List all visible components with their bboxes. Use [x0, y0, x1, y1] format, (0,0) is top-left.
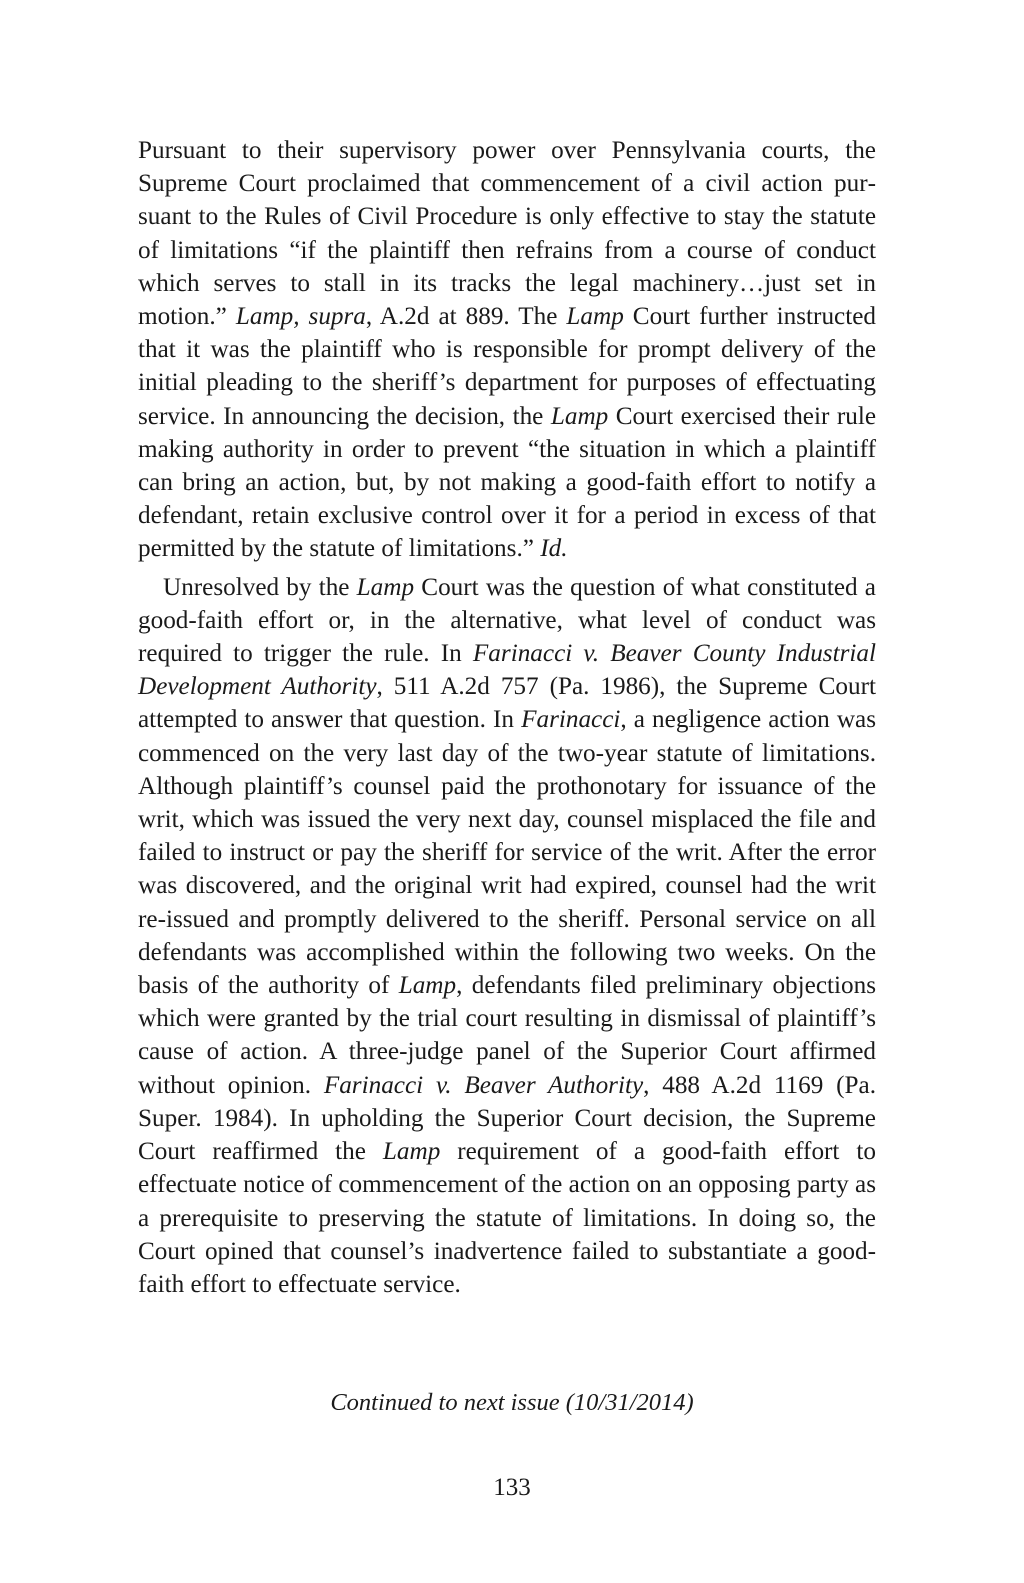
text-run: , a negligence action was commenced on the very last day of the two-year statute of limitations. Although plaintiff’s counsel paid the prothonotary for issuance of the writ, which was issued the very next day, counsel misplaced the file and failed to instruct or pay the sheriff for service of the writ. After the error was discovered, and the original writ had expired, counsel had the writ re-issued and promptly delivered to the sheriff. Personal service on all defendants was accomplished within the following two weeks. On the basis of the authority of [138, 706, 876, 1000]
text-run: , defendants filed preliminary objections which were granted by the trial court resulting in dismissal of plaintiff’s cause of action. A three-judge panel of the Superior Court affirmed without opinion. [138, 972, 876, 1099]
text-run: Court further instructed that it was the plaintiff who is responsible for prompt delivery of the initial pleading to the sheriff’s department for purposes of effectuating service. In announcing the decision, the [138, 303, 876, 430]
text-run: , 488 A.2d 1169 (Pa. Super. 1984). In upholding the Superior Court decision, the Supreme Court reaffirmed the [138, 1071, 877, 1166]
citation-id-italic: Id. [540, 535, 568, 563]
text-run: requirement of a good-faith effort to effectuate notice of commencement of the action on an opposing party as a prerequisite to preserving the statute of limitations. In doing so, the Court opined that counsel’s inadvertence failed to substantiate a good-faith effort to effectuate service. [138, 1138, 876, 1298]
text-run: Court was the question of what constituted a good-faith effort or, in the alternative, what level of conduct was required to trigger the rule. In [138, 573, 876, 668]
case-name-italic: Lamp [382, 1138, 441, 1166]
case-name-italic: Lamp [398, 972, 457, 1000]
page-body [138, 134, 876, 1301]
text-run: Pursuant to their supervisory power over Pennsylvania courts, the Supreme Court proclaimed that commencement of a civil action pursuant to the Rules of Civil Procedure is only effective to stay the statute of limitations “if the plaintiff then refrains from a course of conduct which serves to stall in its tracks the legal machinery…just set in motion.” [138, 137, 876, 331]
text-run: , A.2d at 889. The [365, 303, 567, 331]
case-name-italic: Lamp [566, 303, 624, 331]
case-name-italic: Lamp [356, 573, 415, 601]
case-name-italic: Farinacci [521, 706, 621, 734]
continued-notice: Continued to next issue (10/31/2014) [330, 1389, 694, 1416]
paragraph-1 [138, 134, 876, 566]
text-run: Court exercised their rule making authority in order to prevent “the situation in which a plaintiff can bring an action, but, by not making a good-faith effort to notify a defendant, retain exclusive control over it for a period in excess of that permitted by the statute of limitations.” [138, 402, 877, 563]
case-citation-italic: Farinacci v. Beaver Authority [323, 1071, 644, 1099]
case-name-italic: Lamp [550, 402, 609, 430]
page-number: 133 [493, 1474, 531, 1501]
text-run: Unresolved by the [163, 573, 357, 601]
case-citation-italic: Lamp, supra [235, 303, 366, 331]
text-run: , 511 A.2d 757 (Pa. 1986), the Supreme Court attempted to answer that question. In [138, 673, 877, 734]
paragraph-2 [138, 571, 876, 1301]
case-citation-italic: Farinacci v. Beaver County Industrial Development Authority [138, 640, 876, 701]
